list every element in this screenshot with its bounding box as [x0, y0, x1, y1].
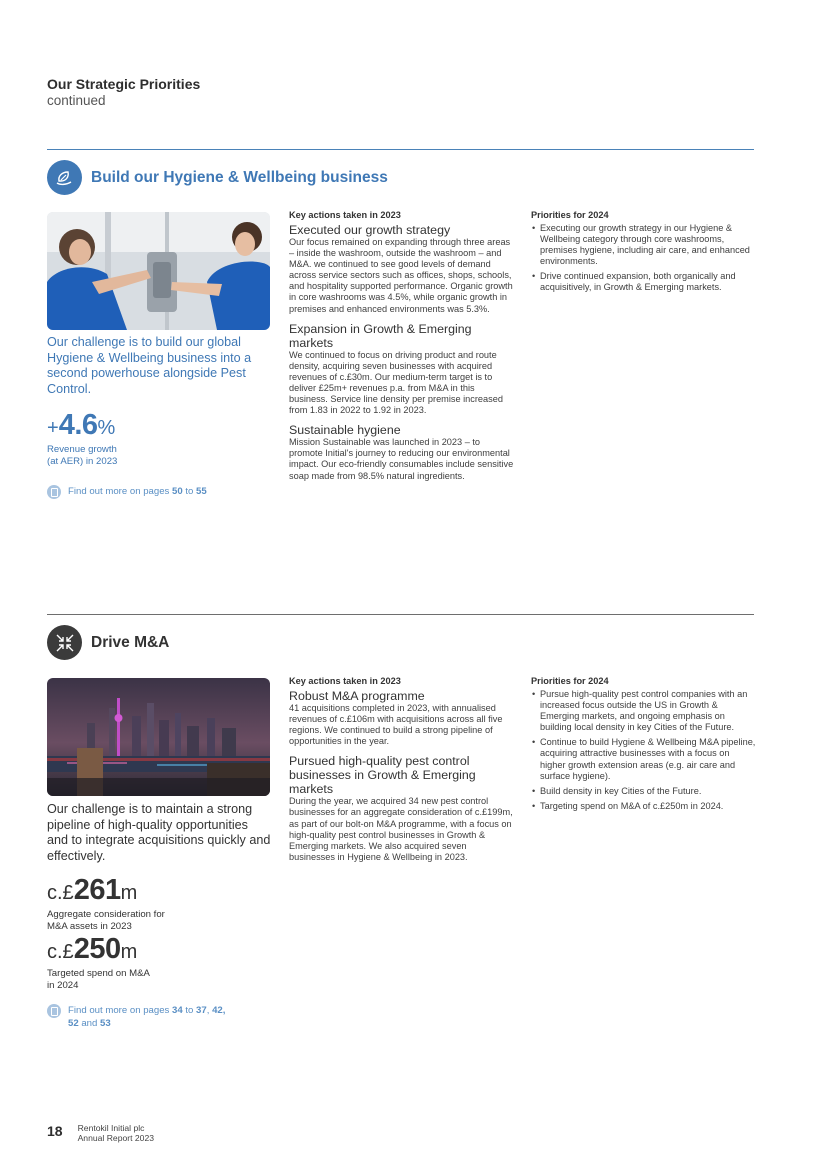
page-link[interactable]: 50 — [172, 486, 183, 497]
action-title: Sustainable hygiene — [289, 423, 401, 438]
find-more-link-ma[interactable]: Find out more on pages 34 to 37, 42, 52 and 53 — [47, 1004, 272, 1030]
priority-item: • Targeting spend on M&A of c.£250m in 2024. — [531, 801, 756, 812]
action-item — [289, 322, 514, 417]
action-item — [289, 689, 514, 747]
section-title-hygiene: Build our Hygiene & Wellbeing business — [91, 168, 388, 186]
page-title: Our Strategic Priorities — [47, 76, 201, 92]
action-title: Expansion in Growth & Emerging markets — [289, 321, 472, 350]
stat-number: 250 — [73, 933, 121, 965]
report-name: Annual Report 2023 — [77, 1133, 155, 1144]
section-divider-top — [47, 149, 754, 150]
action-title: Pursued high-quality pest control businesses in Growth & Emerging markets — [289, 754, 476, 797]
section-heading-hygiene — [47, 160, 388, 195]
document-icon — [47, 485, 61, 499]
stat-unit: m — [120, 941, 138, 963]
stat-aggregate-consideration — [47, 876, 165, 932]
action-body: Our focus remained on expanding through three areas – inside the washroom, outside the washroom – and M&A. we continued to see good levels of demand across service sectors such as offices, shops, schools, and hospitality supported performance. Organic growth in core washrooms was 4.5%, while organic growth in premises and enhanced environments was 5.3%. — [289, 237, 513, 314]
action-body: During the year, we acquired 34 new pest control businesses for an aggregate consideration of c.£199m, as part of our bolt-on M&A programme, with a focus on high-quality pest control businesses in Growth & Emerging markets. We also acquired seven businesses in Hygiene & Wellbeing in 2023. — [289, 796, 513, 862]
action-body: We continued to focus on driving product and route density, acquiring seven businesses with acquired revenues of c.£30m. Our medium-term target is to deliver £25m+ revenues p.a. from M&A in this business. Service line density per premise increased from 1.83 in 2022 to 1.92 in 2023. — [289, 349, 503, 416]
page-link[interactable]: 52 — [68, 1018, 79, 1029]
priorities-list — [531, 223, 756, 294]
stat-label-line: (at AER) in 2023 — [47, 455, 118, 467]
find-more-text: Find out more on pages — [68, 486, 170, 497]
find-more-sep: and — [81, 1018, 98, 1029]
action-item — [289, 423, 514, 481]
stat-revenue-growth — [47, 411, 117, 467]
stat-prefix: + — [47, 417, 59, 439]
key-actions-hygiene — [289, 210, 514, 489]
stat-label-line: Revenue growth — [47, 444, 117, 455]
page-link[interactable]: 55 — [196, 486, 207, 497]
stat-label — [47, 909, 165, 932]
photo-hygiene-technicians — [47, 212, 270, 330]
stat-unit: % — [97, 417, 116, 439]
action-item — [289, 754, 514, 863]
action-title: Executed our growth strategy — [289, 223, 451, 237]
page-link[interactable]: 37 — [196, 1005, 207, 1016]
section-divider-middle — [47, 614, 754, 615]
section-title-ma: Drive M&A — [91, 633, 170, 651]
key-actions-ma — [289, 676, 514, 870]
action-item — [289, 223, 514, 315]
find-more-sep: to — [185, 486, 194, 497]
stat-label — [47, 968, 150, 991]
challenge-text-hygiene: Our challenge is to build our global Hygiene & Wellbeing business into a second powerhouse alongside Pest Control. — [47, 335, 252, 396]
stat-number: 261 — [73, 874, 121, 906]
page-link[interactable]: 53 — [100, 1018, 111, 1029]
document-icon — [47, 1004, 61, 1018]
stat-prefix: c.£ — [47, 941, 74, 963]
priorities-heading: Priorities for 2024 — [531, 676, 609, 686]
footer-text — [78, 1123, 154, 1144]
find-more-link-hygiene[interactable] — [47, 485, 207, 499]
stat-number: 4.6 — [58, 409, 98, 441]
stat-prefix: c.£ — [47, 882, 74, 904]
stat-label-line: Aggregate consideration for — [47, 909, 165, 920]
key-actions-heading: Key actions taken in 2023 — [289, 210, 401, 220]
find-more-text: Find out more on pages — [68, 1005, 170, 1016]
page-header — [47, 76, 200, 109]
find-more-sep: to — [185, 1005, 194, 1016]
page-footer — [47, 1123, 154, 1144]
priority-item: • Pursue high-quality pest control companies with an increased focus outside the US in Growth & Emerging markets, and ongoing emphasis on building local density in key Cities of the Future. — [531, 689, 756, 733]
priority-item: • Continue to build Hygiene & Wellbeing M&A pipeline, acquiring attractive businesses with a focus on higher growth extension areas (e.g. air care and surface hygiene). — [531, 737, 756, 781]
page-number: 18 — [47, 1123, 63, 1139]
company-name: Rentokil Initial plc — [77, 1123, 145, 1133]
priority-item: • Build density in key Cities of the Future. — [531, 786, 756, 797]
stat-targeted-spend — [47, 935, 150, 991]
action-body: Mission Sustainable was launched in 2023 – to promote Initial's journey to reducing our environmental impact. Our eco-friendly consumables include sensitive soap made from 98.5% natural ingredients. — [289, 437, 514, 481]
stat-label-line: Targeted spend on M&A — [47, 968, 150, 979]
photo-city-skyline — [47, 678, 270, 796]
action-title: Robust M&A programme — [289, 689, 425, 703]
action-body: 41 acquisitions completed in 2023, with annualised revenues of c.£106m with acquisitions across all five regions. We continued to build a strong pipeline of opportunities in the year. — [289, 703, 503, 747]
merge-arrows-icon — [47, 625, 82, 660]
priority-item: • Drive continued expansion, both organically and acquisitively, in Growth & Emerging markets. — [531, 271, 756, 293]
page-link[interactable]: 34 — [172, 1005, 183, 1016]
leaf-hands-icon — [47, 160, 82, 195]
stat-label-line: in 2024 — [47, 979, 79, 991]
page-subtitle: continued — [47, 93, 106, 108]
key-actions-heading: Key actions taken in 2023 — [289, 676, 401, 686]
stat-label — [47, 444, 117, 467]
priorities-ma — [531, 676, 756, 816]
priorities-hygiene — [531, 210, 756, 298]
challenge-text-ma: Our challenge is to maintain a strong pipeline of high-quality opportunities and to integrate acquisitions quickly and effectively. — [47, 802, 271, 863]
stat-unit: m — [120, 882, 138, 904]
page-link[interactable]: 42, — [212, 1005, 226, 1016]
priorities-list — [531, 689, 756, 812]
section-heading-ma — [47, 625, 169, 660]
priorities-heading: Priorities for 2024 — [531, 210, 609, 220]
stat-label-line: M&A assets in 2023 — [47, 920, 132, 932]
priority-item: • Executing our growth strategy in our Hygiene & Wellbeing category through core washrooms, premises hygiene, including air care, and enhanced environments. — [531, 223, 756, 267]
